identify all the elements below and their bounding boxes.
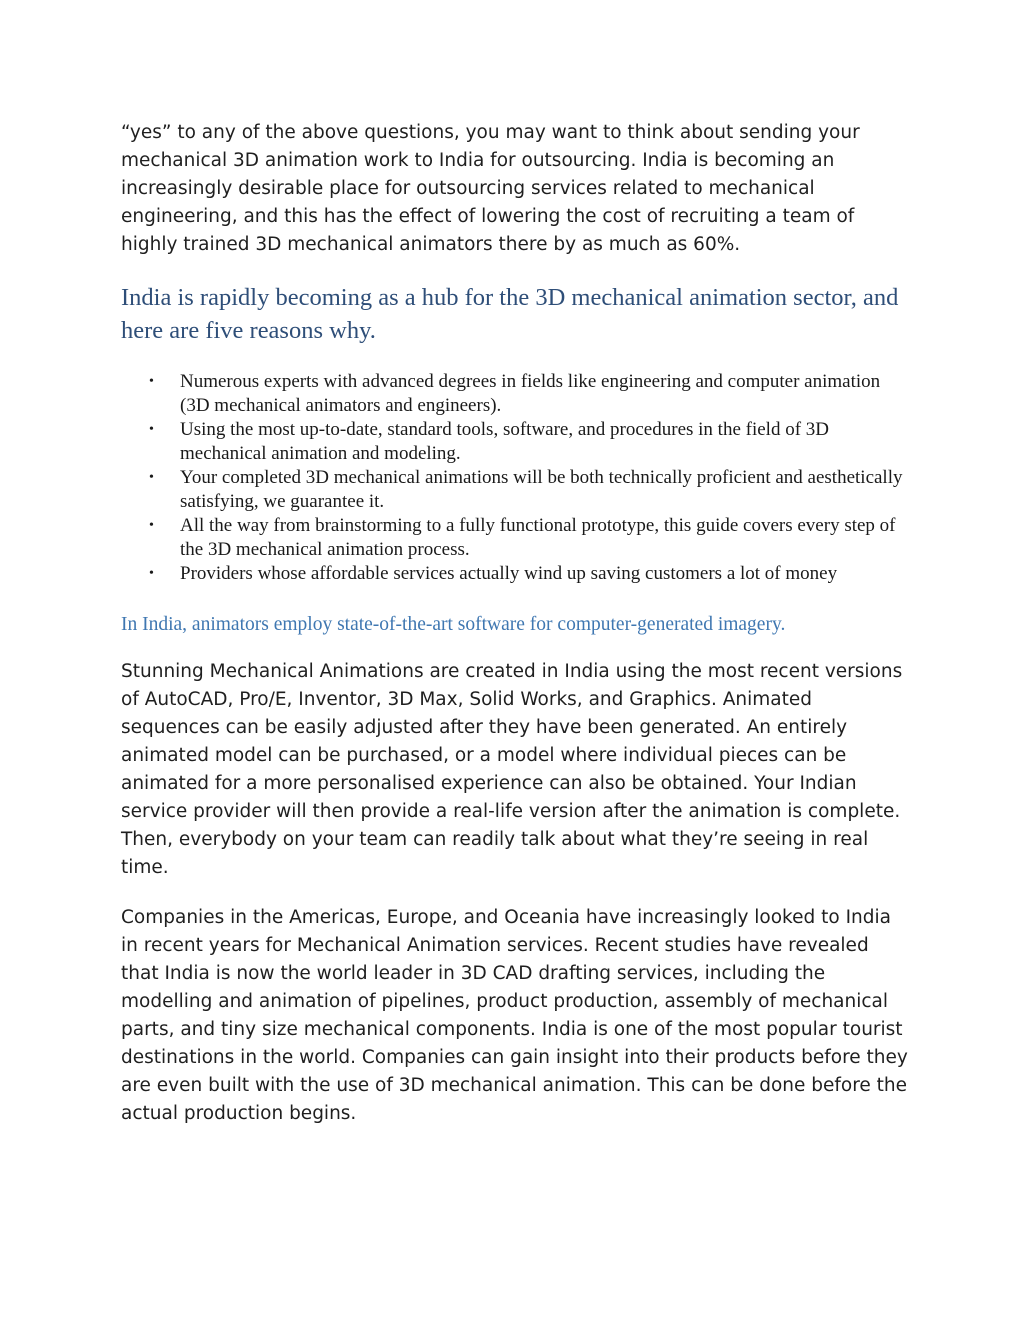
body-paragraph-companies: Companies in the Americas, Europe, and Oceania have increasingly looked to India in recent years for Mechanical Animation services. Recent studies have revealed that India is now the world leader in 3D CAD drafting services, including the modelling and animation of pipelines, product production, assembly of mechanical parts, and tiny size mechanical components. India is one of the most popular tourist destinations in the world. Companies can gain insight into their products before they are even built with the use of 3D mechanical animation. This can be done before the actual production begins. xyxy=(121,907,908,1124)
document-page xyxy=(121,119,911,1128)
reasons-list xyxy=(121,370,911,586)
bullet-icon: • xyxy=(149,470,154,485)
list-item-text: All the way from brainstorming to a fully functional prototype, this guide covers every step of the 3D mechanical animation process. xyxy=(180,515,896,560)
section-heading: India is rapidly becoming as a hub for the 3D mechanical animation sector, and here are five reasons why. xyxy=(121,284,899,344)
bullet-icon: • xyxy=(149,422,154,437)
list-item xyxy=(121,514,911,562)
bullet-icon: • xyxy=(149,566,154,581)
list-item-text: Numerous experts with advanced degrees in fields like engineering and computer animation (3D mechanical animators and engineers). xyxy=(180,371,881,416)
list-item-text: Using the most up-to-date, standard tools, software, and procedures in the field of 3D mechanical animation and modeling. xyxy=(180,419,830,464)
body-paragraph-software: Stunning Mechanical Animations are created in India using the most recent versions of AutoCAD, Pro/E, Inventor, 3D Max, Solid Works, and Graphics. Animated sequences can be easily adjusted after they have been generated. An entirely animated model can be purchased, or a model where individual pieces can be animated for a more personalised experience can also be obtained. Your Indian service provider will then provide a real-life version after the animation is complete. Then, everybody on your team can readily talk about what they’re seeing in real time. xyxy=(121,661,903,878)
list-item xyxy=(121,418,911,466)
bullet-icon: • xyxy=(149,518,154,533)
list-item-text: Your completed 3D mechanical animations will be both technically proficient and aesthetically satisfying, we guarantee it. xyxy=(180,467,903,512)
intro-paragraph: “yes” to any of the above questions, you may want to think about sending your mechanical 3D animation work to India for outsourcing. India is becoming an increasingly desirable place for outsourcing services related to mechanical engineering, and this has the effect of lowering the cost of recruiting a team of highly trained 3D mechanical animators there by as much as 60%. xyxy=(121,122,860,255)
list-item xyxy=(121,562,911,586)
list-item xyxy=(121,370,911,418)
subheading: In India, animators employ state-of-the-art software for computer-generated imagery. xyxy=(121,614,786,635)
list-item xyxy=(121,466,911,514)
bullet-icon: • xyxy=(149,374,154,389)
list-item-text: Providers whose affordable services actually wind up saving customers a lot of money xyxy=(180,563,838,584)
